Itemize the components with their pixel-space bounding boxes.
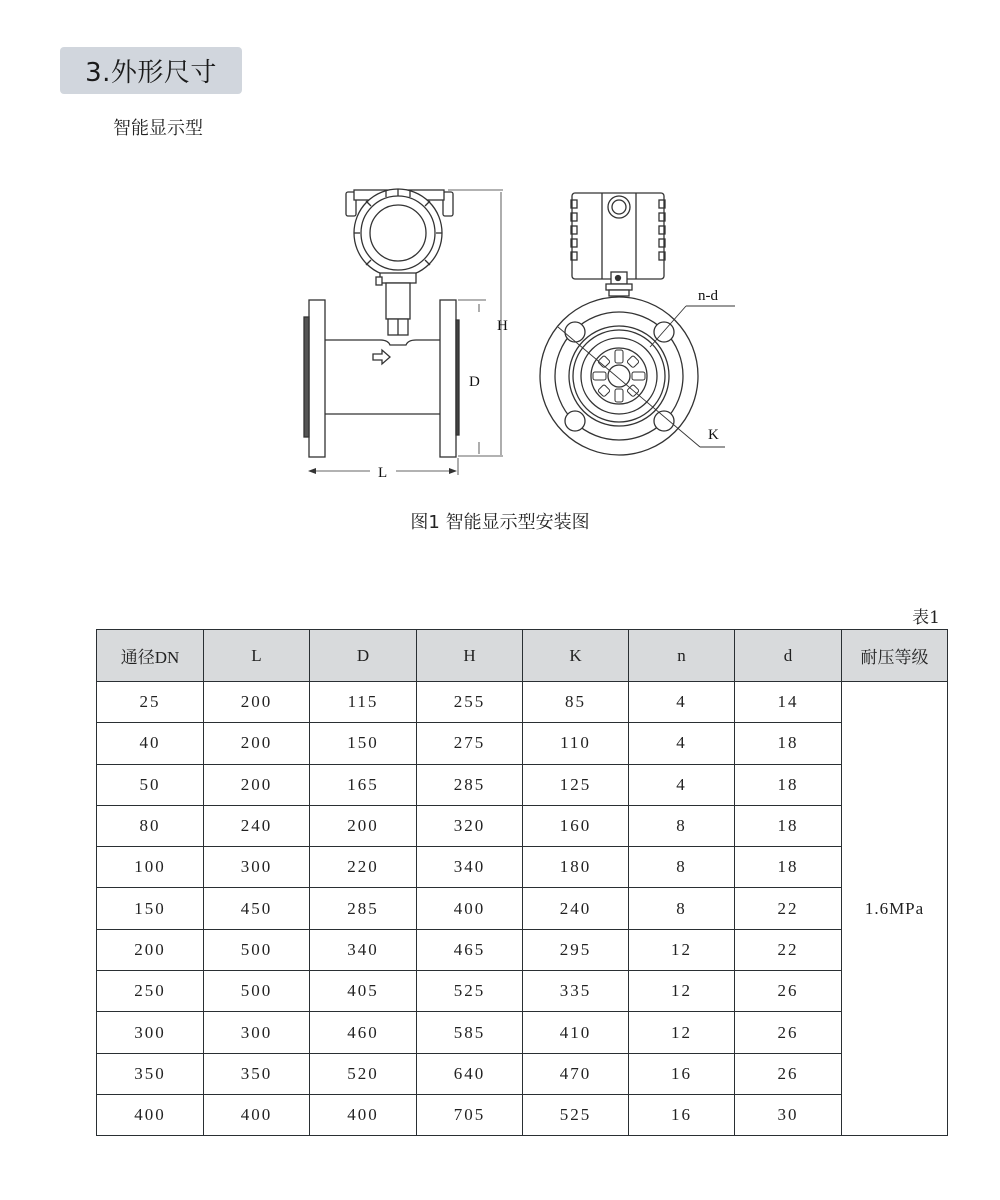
cell-dn: 40 bbox=[97, 723, 204, 764]
cell-d: 405 bbox=[310, 971, 417, 1012]
section-heading: 3.外形尺寸 bbox=[60, 47, 242, 94]
table-row bbox=[97, 847, 948, 888]
cell-n: 8 bbox=[629, 847, 735, 888]
cell-l: 500 bbox=[204, 929, 310, 970]
cell-n: 8 bbox=[629, 805, 735, 846]
cell-d: 200 bbox=[310, 805, 417, 846]
cell-dn: 80 bbox=[97, 805, 204, 846]
cell-h: 525 bbox=[417, 971, 523, 1012]
cell-n: 16 bbox=[629, 1094, 735, 1135]
cell-l: 200 bbox=[204, 682, 310, 723]
dimension-table bbox=[96, 629, 948, 1136]
cell-d: 340 bbox=[310, 929, 417, 970]
cell-d-hole: 26 bbox=[735, 1012, 842, 1053]
cell-h: 705 bbox=[417, 1094, 523, 1135]
cell-n: 12 bbox=[629, 929, 735, 970]
cell-d: 220 bbox=[310, 847, 417, 888]
cell-l: 350 bbox=[204, 1053, 310, 1094]
cell-h: 465 bbox=[417, 929, 523, 970]
cell-d-hole: 22 bbox=[735, 888, 842, 929]
cell-k: 125 bbox=[523, 764, 629, 805]
cell-n: 12 bbox=[629, 971, 735, 1012]
cell-d: 460 bbox=[310, 1012, 417, 1053]
cell-dn: 350 bbox=[97, 1053, 204, 1094]
cell-l: 450 bbox=[204, 888, 310, 929]
table-row bbox=[97, 1053, 948, 1094]
cell-dn: 50 bbox=[97, 764, 204, 805]
cell-pressure-rating: 1.6MPa bbox=[842, 682, 948, 1136]
cell-d-hole: 30 bbox=[735, 1094, 842, 1135]
cell-dn: 25 bbox=[97, 682, 204, 723]
cell-d: 520 bbox=[310, 1053, 417, 1094]
header-k: K bbox=[523, 630, 629, 682]
cell-k: 85 bbox=[523, 682, 629, 723]
cell-n: 16 bbox=[629, 1053, 735, 1094]
cell-n: 4 bbox=[629, 764, 735, 805]
figure-caption: 图1 智能显示型安装图 bbox=[410, 512, 590, 533]
dimension-label-l: L bbox=[378, 465, 388, 481]
cell-k: 180 bbox=[523, 847, 629, 888]
table-row bbox=[97, 723, 948, 764]
cell-d-hole: 14 bbox=[735, 682, 842, 723]
cell-h: 400 bbox=[417, 888, 523, 929]
cell-d-hole: 18 bbox=[735, 764, 842, 805]
cell-d: 165 bbox=[310, 764, 417, 805]
cell-d-hole: 18 bbox=[735, 723, 842, 764]
cell-h: 275 bbox=[417, 723, 523, 764]
cell-h: 255 bbox=[417, 682, 523, 723]
cell-h: 285 bbox=[417, 764, 523, 805]
cell-d-hole: 18 bbox=[735, 847, 842, 888]
table-header-row bbox=[97, 630, 948, 682]
cell-l: 400 bbox=[204, 1094, 310, 1135]
section-subtitle: 智能显示型 bbox=[113, 118, 203, 139]
cell-d: 400 bbox=[310, 1094, 417, 1135]
cell-k: 295 bbox=[523, 929, 629, 970]
table-row bbox=[97, 764, 948, 805]
label-n-d: n-d bbox=[698, 288, 718, 304]
cell-d-hole: 18 bbox=[735, 805, 842, 846]
header-d-hole: d bbox=[735, 630, 842, 682]
header-n: n bbox=[629, 630, 735, 682]
cell-h: 320 bbox=[417, 805, 523, 846]
cell-dn: 300 bbox=[97, 1012, 204, 1053]
cell-l: 200 bbox=[204, 723, 310, 764]
cell-l: 300 bbox=[204, 1012, 310, 1053]
header-pressure-rating: 耐压等级 bbox=[842, 630, 948, 682]
cell-h: 340 bbox=[417, 847, 523, 888]
cell-k: 110 bbox=[523, 723, 629, 764]
cell-k: 525 bbox=[523, 1094, 629, 1135]
cell-n: 8 bbox=[629, 888, 735, 929]
cell-l: 240 bbox=[204, 805, 310, 846]
cell-l: 200 bbox=[204, 764, 310, 805]
table-row bbox=[97, 805, 948, 846]
table-row bbox=[97, 888, 948, 929]
cell-h: 585 bbox=[417, 1012, 523, 1053]
dimension-label-h: H bbox=[497, 318, 508, 334]
cell-k: 470 bbox=[523, 1053, 629, 1094]
cell-d-hole: 26 bbox=[735, 1053, 842, 1094]
table-row bbox=[97, 682, 948, 723]
header-h: H bbox=[417, 630, 523, 682]
cell-n: 12 bbox=[629, 1012, 735, 1053]
cell-n: 4 bbox=[629, 723, 735, 764]
header-l: L bbox=[204, 630, 310, 682]
table-row bbox=[97, 971, 948, 1012]
cell-d: 115 bbox=[310, 682, 417, 723]
cell-d: 150 bbox=[310, 723, 417, 764]
cell-l: 500 bbox=[204, 971, 310, 1012]
cell-dn: 100 bbox=[97, 847, 204, 888]
cell-dn: 200 bbox=[97, 929, 204, 970]
cell-d-hole: 22 bbox=[735, 929, 842, 970]
side-view-drawing bbox=[540, 193, 735, 455]
header-d: D bbox=[310, 630, 417, 682]
cell-h: 640 bbox=[417, 1053, 523, 1094]
cell-k: 410 bbox=[523, 1012, 629, 1053]
installation-drawing bbox=[290, 180, 760, 490]
cell-d: 285 bbox=[310, 888, 417, 929]
cell-k: 240 bbox=[523, 888, 629, 929]
table-label: 表1 bbox=[912, 608, 940, 628]
table-row bbox=[97, 929, 948, 970]
cell-k: 335 bbox=[523, 971, 629, 1012]
label-k: K bbox=[708, 427, 719, 443]
cell-dn: 250 bbox=[97, 971, 204, 1012]
cell-d-hole: 26 bbox=[735, 971, 842, 1012]
table-row bbox=[97, 1094, 948, 1135]
cell-dn: 150 bbox=[97, 888, 204, 929]
front-view-drawing bbox=[304, 189, 503, 475]
dimension-label-d: D bbox=[469, 374, 480, 390]
header-dn: 通径DN bbox=[97, 630, 204, 682]
cell-n: 4 bbox=[629, 682, 735, 723]
cell-l: 300 bbox=[204, 847, 310, 888]
cell-k: 160 bbox=[523, 805, 629, 846]
cell-dn: 400 bbox=[97, 1094, 204, 1135]
table-row bbox=[97, 1012, 948, 1053]
